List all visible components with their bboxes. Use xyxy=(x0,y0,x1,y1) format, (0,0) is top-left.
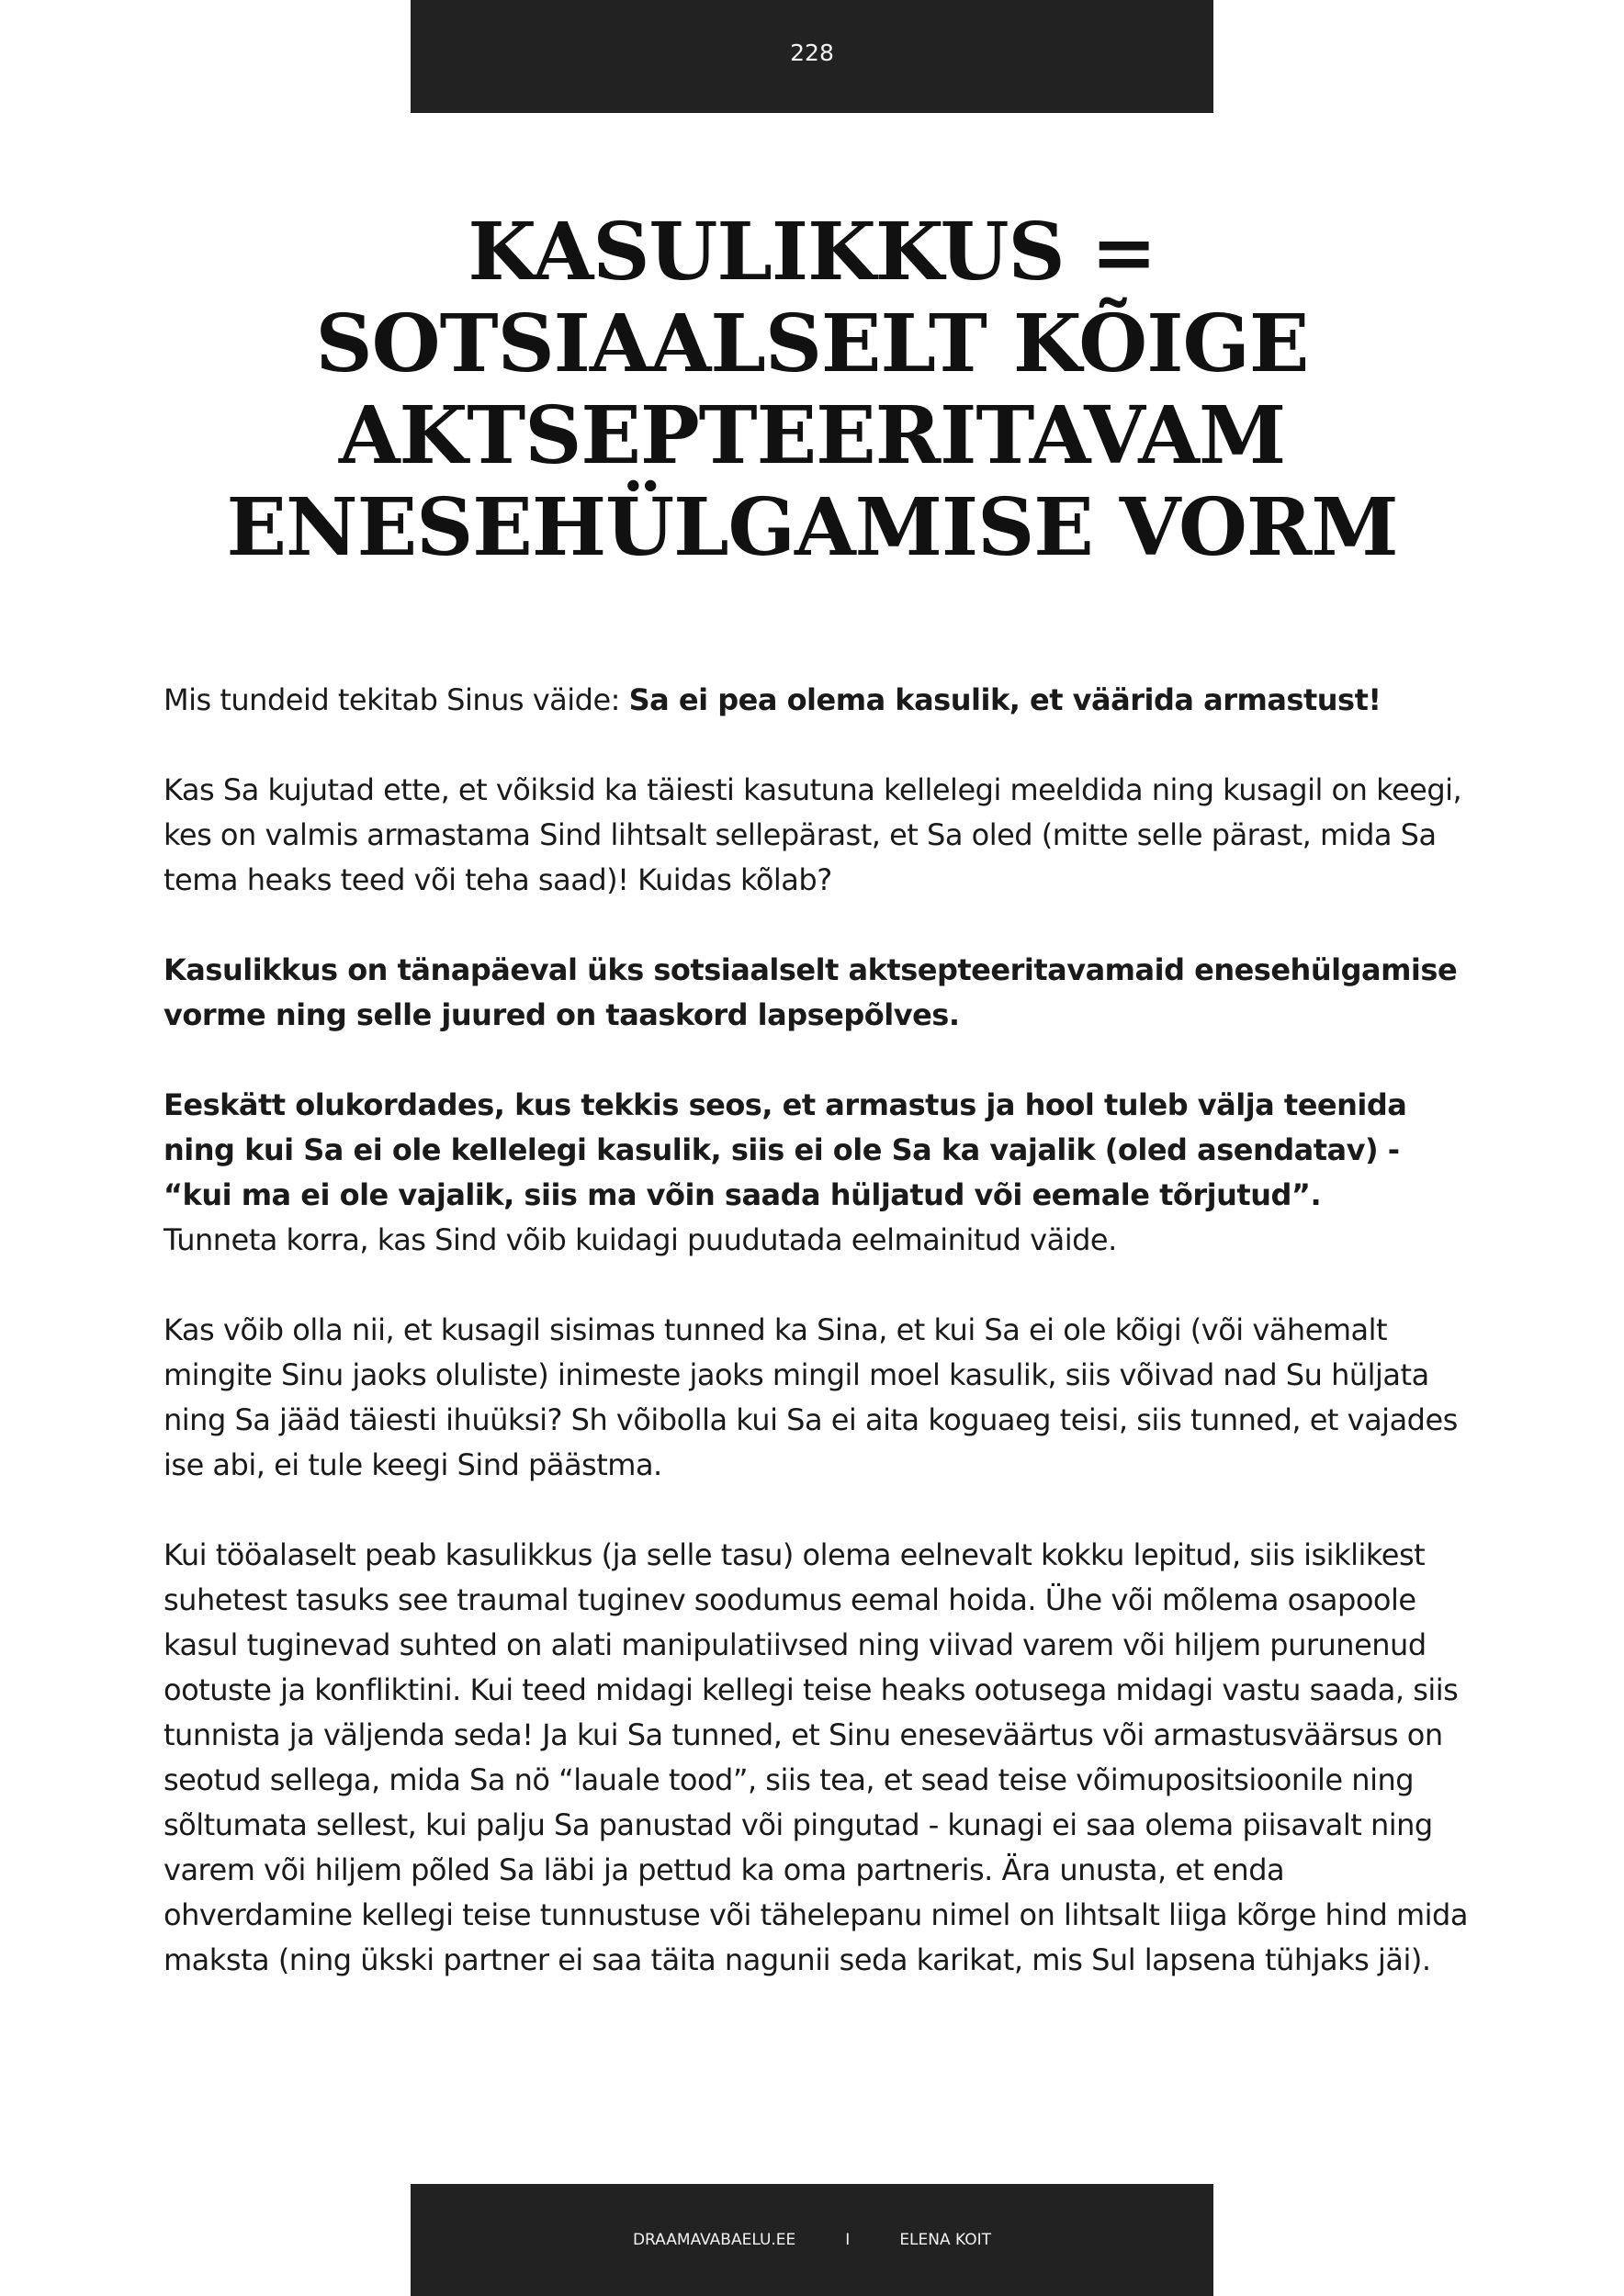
paragraph: Kui tööalaselt peab kasulikkus (ja selle tasu) olema eelnevalt kokku lepitud, siis isiklikest suhetest tasuks see traumal tuginev soodumus eemal hoida. Ühe või mõlema osapoole kasul tuginevad suhted on alati manipulatiivsed ning viivad varem või hiljem purunenud ootuste ja konfliktini. Kui teed midagi kellegi teise heaks ootusega midagi vastu saada, siis tunnista ja väljenda seda! Ja kui Sa tunned, et Sinu eneseväärtus või armastusväärsus on seotud sellega, mida Sa nö “lauale tood”, siis tea, et sead teise võimupositsioonile ning sõltumata sellest, kui palju Sa panustad või pingutad - kunagi ei saa olema piisavalt ning varem või hiljem põled Sa läbi ja pettud ka oma partneris. Ära unusta, et enda ohverdamine kellegi teise tunnustuse või tähelepanu nimel on lihtsalt liiga kõrge hind mida maksta (ning ükski partner ei saa täita nagunii seda karikat, mis Sul lapsena tühjaks jäi). xyxy=(164,1537,1468,1977)
paragraph-question xyxy=(164,678,1477,723)
footer-website: DRAAMAVABAELU.EE xyxy=(632,2231,796,2249)
title-line: SOTSIAALSELT KÕIGE xyxy=(315,298,1309,390)
paragraph: Tunneta korra, kas Sind võib kuidagi puudutada eelmainitud väide. xyxy=(164,1222,1117,1257)
title-line: ENESEHÜLGAMISE VORM xyxy=(226,481,1398,574)
body-text xyxy=(164,678,1477,2028)
paragraph: Kas Sa kujutad ette, et võiksid ka täiesti kasutuna kellelegi meeldida ning kusagil on keegi, kes on valmis armastama Sind lihtsalt sellepärast, et Sa oled (mitte selle pärast, mida Sa tema heaks teed või teha saad)! Kuidas kõlab? xyxy=(164,772,1462,897)
title-line: AKTSEPTEERITAVAM xyxy=(338,389,1286,482)
page-number: 228 xyxy=(790,39,834,66)
paragraph: Kas võib olla nii, et kusagil sisimas tunned ka Sina, et kui Sa ei ole kõigi (või vähemalt mingite Sinu jaoks oluliste) inimeste jaoks mingil moel kasulik, siis võivad nad Su hüljata ning Sa jääd täiesti ihuüksi? Sh võibolla kui Sa ei aita koguaeg teisi, siis tunned, et vajades ise abi, ei tule keegi Sind päästma. xyxy=(164,1312,1458,1482)
footer-separator: I xyxy=(845,2231,851,2249)
title-line: KASULIKKUS = xyxy=(468,206,1156,298)
question-statement: Sa ei pea olema kasulik, et väärida armastust! xyxy=(628,682,1382,717)
footer-author: ELENA KOIT xyxy=(899,2231,992,2249)
question-intro: Mis tundeid tekitab Sinus väide: xyxy=(164,682,629,717)
header-bar xyxy=(411,0,1213,113)
page-title xyxy=(138,207,1486,574)
paragraph-emphasis: Eeskätt olukordades, kus tekkis seos, et armastus ja hool tuleb välja teenida ning kui Sa ei ole kellelegi kasulik, siis ei ole Sa ka vajalik (oled asendatav) - “kui ma ei ole vajalik, siis ma võin saada hüljatud või eemale tõrjutud”. xyxy=(164,1087,1407,1212)
footer-bar xyxy=(411,2184,1213,2296)
paragraph-emphasis: Kasulikkus on tänapäeval üks sotsiaalselt aktsepteeritavamaid enesehülgamise vorme ning selle juured on taaskord lapsepõlves. xyxy=(164,952,1458,1032)
